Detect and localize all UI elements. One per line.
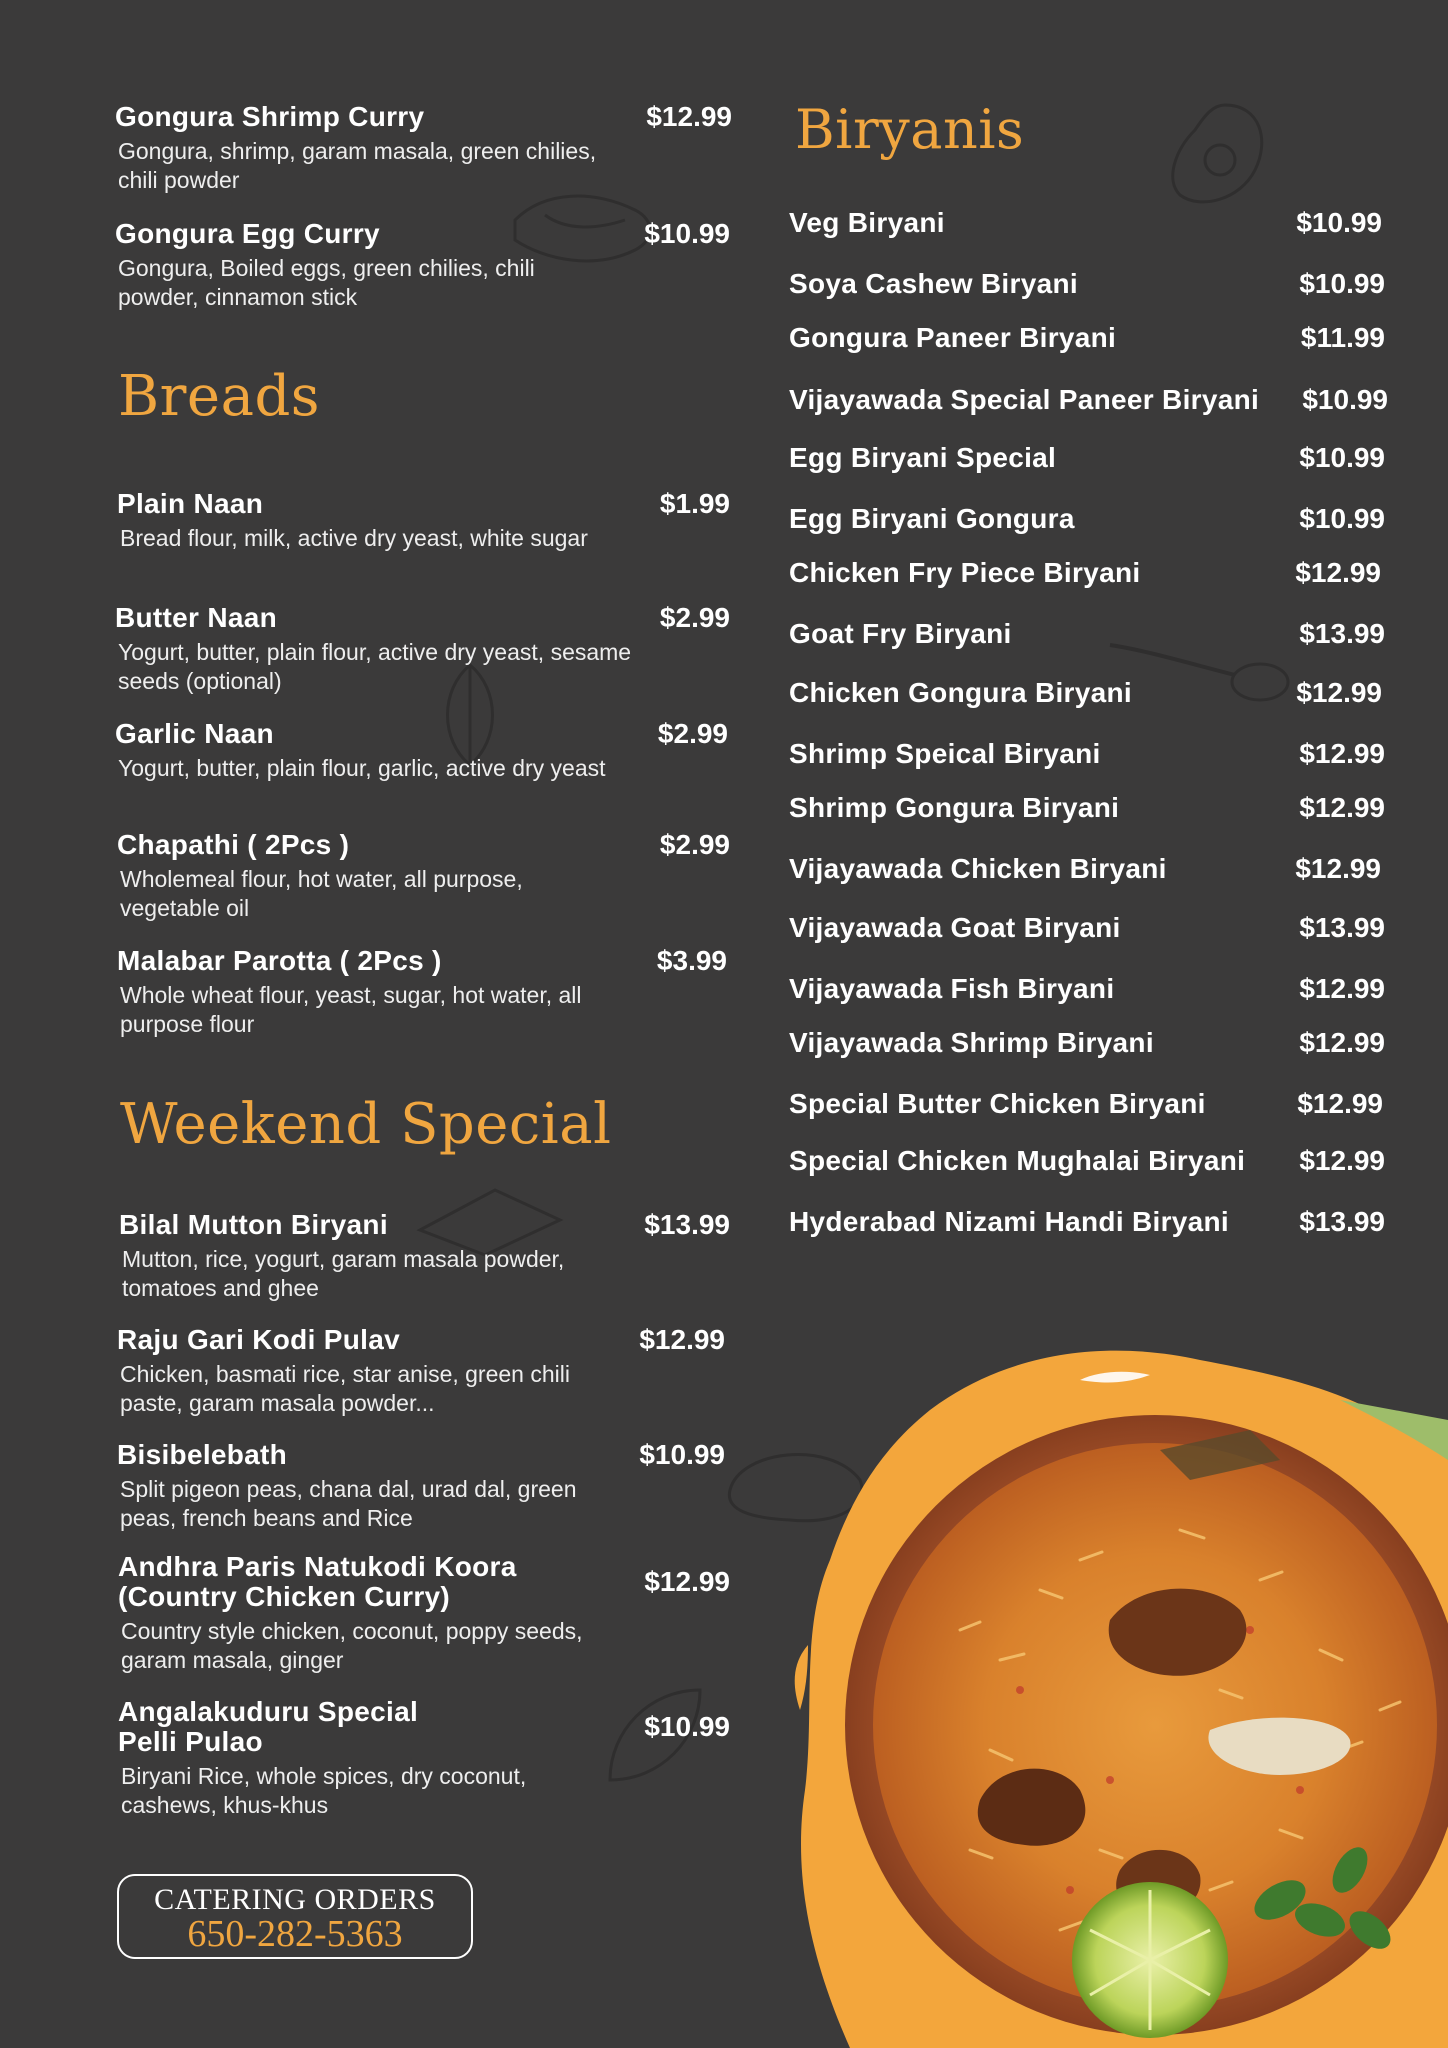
item-description: Bread flour, milk, active dry yeast, white sugar	[120, 525, 588, 551]
menu-item	[115, 219, 730, 312]
menu-item	[117, 830, 732, 923]
item-name: Vijayawada Special Paneer Biryani	[789, 384, 1260, 415]
item-name: Chapathi ( 2Pcs )	[117, 829, 350, 860]
item-name: Bisibelebath	[117, 1439, 288, 1470]
menu-item	[117, 489, 732, 553]
item-name: Vijayawada Fish Biryani	[789, 973, 1115, 1004]
menu-item	[789, 854, 1386, 884]
menu-item	[789, 1146, 1386, 1176]
item-name: Vijayawada Shrimp Biryani	[789, 1027, 1154, 1058]
menu-item	[789, 913, 1386, 943]
item-name: Veg Biryani	[789, 207, 945, 238]
menu-item	[789, 558, 1386, 588]
item-description: Chicken, basmati rice, star anise, green chili paste, garam masala powder...	[120, 1361, 570, 1416]
item-price: $12.99	[1299, 1027, 1385, 1058]
avocado-doodle-icon	[1165, 100, 1275, 215]
item-name: Angalakuduru Special Pelli Pulao	[118, 1696, 419, 1757]
item-name: Shrimp Gongura Biryani	[789, 792, 1120, 823]
menu-item	[789, 739, 1386, 769]
item-price: $10.99	[1299, 442, 1385, 473]
catering-phone[interactable]: 650-282-5363	[187, 1913, 403, 1955]
item-price: $12.99	[646, 101, 732, 132]
menu-item	[115, 102, 730, 195]
section-title-biryanis: Biryanis	[795, 98, 1025, 161]
item-price: $13.99	[1299, 618, 1385, 649]
item-description: Gongura, Boiled eggs, green chilies, chili powder, cinnamon stick	[118, 255, 535, 310]
item-price: $10.99	[1296, 207, 1382, 238]
menu-item	[118, 1552, 730, 1675]
item-description: Country style chicken, coconut, poppy seeds, garam masala, ginger	[121, 1618, 583, 1673]
menu-item	[117, 1325, 727, 1418]
item-name: Andhra Paris Natukodi Koora (Country Chicken Curry)	[118, 1551, 517, 1612]
catering-box	[117, 1874, 473, 1959]
item-price: $12.99	[1295, 557, 1381, 588]
menu-item	[789, 619, 1386, 649]
item-price: $12.99	[1296, 677, 1382, 708]
item-name: Special Chicken Mughalai Biryani	[789, 1145, 1246, 1176]
item-description: Yogurt, butter, plain flour, active dry yeast, sesame seeds (optional)	[118, 639, 632, 694]
item-price: $12.99	[1295, 853, 1381, 884]
item-price: $12.99	[1299, 973, 1385, 1004]
item-description: Mutton, rice, yogurt, garam masala powder, tomatoes and ghee	[122, 1246, 565, 1301]
item-name: Butter Naan	[115, 602, 277, 633]
menu-item	[118, 1697, 730, 1820]
menu-item	[117, 946, 727, 1039]
item-name: Vijayawada Goat Biryani	[789, 912, 1121, 943]
menu-item	[789, 1089, 1386, 1119]
menu-item	[789, 385, 1388, 415]
catering-label: CATERING ORDERS	[154, 1883, 436, 1916]
item-name: Special Butter Chicken Biryani	[789, 1088, 1206, 1119]
item-price: $13.99	[644, 1209, 730, 1240]
menu-item	[119, 1210, 730, 1303]
item-price: $10.99	[1299, 503, 1385, 534]
item-price: $12.99	[644, 1566, 730, 1597]
item-name: Gongura Egg Curry	[115, 218, 380, 249]
item-price: $13.99	[1299, 912, 1385, 943]
item-name: Bilal Mutton Biryani	[119, 1209, 388, 1240]
item-name: Vijayawada Chicken Biryani	[789, 853, 1167, 884]
item-price: $10.99	[639, 1439, 725, 1470]
item-name: Chicken Gongura Biryani	[789, 677, 1132, 708]
item-price: $13.99	[1299, 1206, 1385, 1237]
item-description: Split pigeon peas, chana dal, urad dal, green peas, french beans and Rice	[120, 1476, 577, 1531]
menu-item	[789, 1207, 1386, 1237]
section-title-weekend-special: Weekend Special	[120, 1092, 612, 1157]
item-name: Egg Biryani Gongura	[789, 503, 1075, 534]
item-name: Gongura Paneer Biryani	[789, 322, 1117, 353]
menu-item	[115, 719, 730, 783]
item-price: $12.99	[1299, 792, 1385, 823]
item-price: $2.99	[659, 602, 730, 633]
item-description: Biryani Rice, whole spices, dry coconut, cashews, khus-khus	[121, 1763, 527, 1818]
item-name: Garlic Naan	[115, 718, 274, 749]
menu-item	[789, 208, 1386, 238]
item-price: $11.99	[1300, 322, 1385, 353]
item-price: $2.99	[659, 829, 730, 860]
item-description: Whole wheat flour, yeast, sugar, hot water, all purpose flour	[120, 982, 582, 1037]
section-title-breads: Breads	[118, 364, 321, 429]
item-price: $12.99	[1299, 738, 1385, 769]
item-name: Gongura Shrimp Curry	[115, 101, 425, 132]
menu-item	[789, 269, 1386, 299]
item-price: $1.99	[659, 488, 730, 519]
item-description: Gongura, shrimp, garam masala, green chilies, chili powder	[118, 138, 597, 193]
item-price: $12.99	[1297, 1088, 1383, 1119]
item-name: Hyderabad Nizami Handi Biryani	[789, 1206, 1230, 1237]
item-price: $10.99	[644, 218, 730, 249]
item-name: Shrimp Speical Biryani	[789, 738, 1101, 769]
menu-item	[789, 793, 1386, 823]
menu-item	[789, 443, 1386, 473]
item-price: $12.99	[1299, 1145, 1385, 1176]
item-price: $10.99	[1302, 384, 1388, 415]
item-description: Wholemeal flour, hot water, all purpose, vegetable oil	[120, 866, 523, 921]
item-price: $10.99	[644, 1711, 730, 1742]
item-price: $3.99	[656, 945, 727, 976]
menu-item	[789, 678, 1386, 708]
item-price: $10.99	[1299, 268, 1385, 299]
item-description: Yogurt, butter, plain flour, garlic, active dry yeast	[118, 755, 606, 781]
item-name: Malabar Parotta ( 2Pcs )	[117, 945, 442, 976]
item-name: Egg Biryani Special	[789, 442, 1057, 473]
biryani-bowl-image	[780, 1330, 1448, 2048]
menu-item	[115, 603, 730, 696]
menu-item	[789, 323, 1386, 353]
menu-item	[789, 1028, 1386, 1058]
item-name: Raju Gari Kodi Pulav	[117, 1324, 400, 1355]
item-name: Soya Cashew Biryani	[789, 268, 1078, 299]
menu-item	[789, 504, 1386, 534]
menu-item	[117, 1440, 727, 1533]
menu-item	[789, 974, 1386, 1004]
item-name: Plain Naan	[117, 488, 264, 519]
item-name: Goat Fry Biryani	[789, 618, 1012, 649]
item-price: $2.99	[657, 718, 728, 749]
item-name: Chicken Fry Piece Biryani	[789, 557, 1141, 588]
item-price: $12.99	[639, 1324, 725, 1355]
